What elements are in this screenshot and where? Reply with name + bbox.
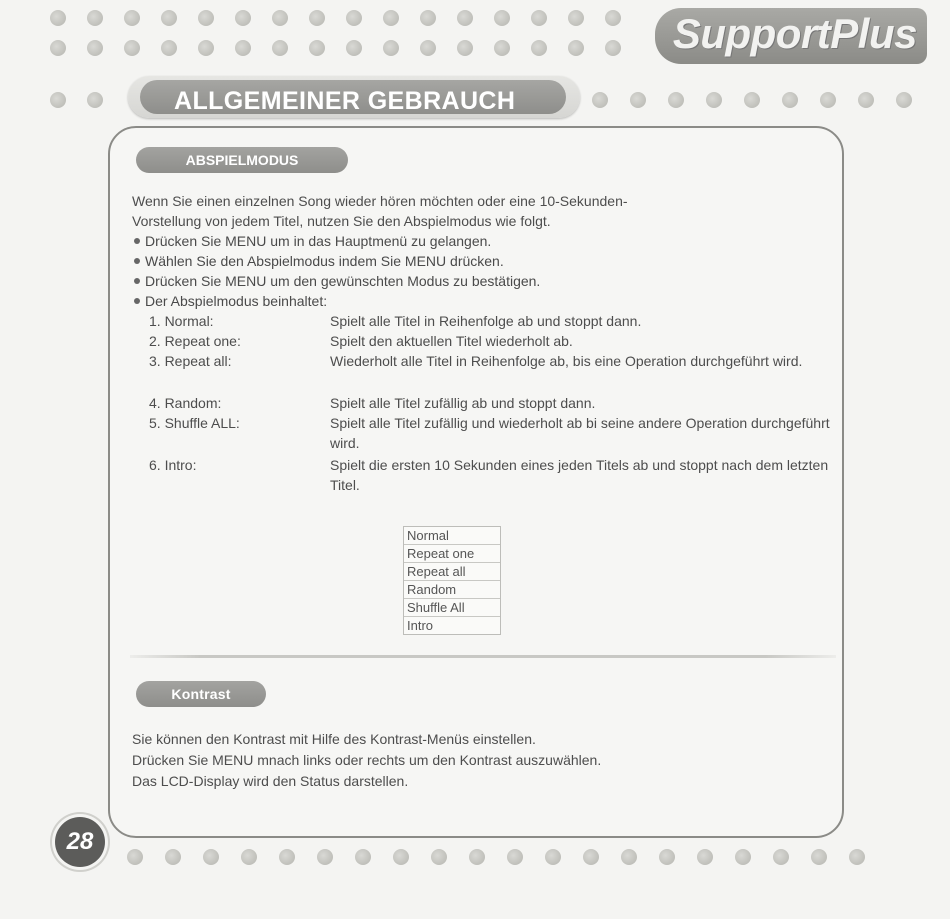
decorative-dot: [773, 849, 789, 865]
decorative-dot: [568, 40, 584, 56]
menu-item: Repeat one: [404, 545, 500, 563]
decorative-dot: [50, 10, 66, 26]
list-item: Drücken Sie MENU um den gewünschten Modus zu bestätigen.: [132, 271, 540, 291]
decorative-dot: [355, 849, 371, 865]
decorative-dot: [393, 849, 409, 865]
decorative-dot: [820, 92, 836, 108]
decorative-dot: [383, 10, 399, 26]
section-divider: [130, 655, 836, 658]
decorative-dot: [272, 40, 288, 56]
section-heading-abspielmodus: ABSPIELMODUS: [136, 147, 348, 173]
mode-name: 6. Intro:: [149, 457, 197, 473]
decorative-dot: [531, 10, 547, 26]
mode-name: 4. Random:: [149, 395, 222, 411]
decorative-dot: [568, 10, 584, 26]
decorative-dot: [87, 10, 103, 26]
mode-description: Spielt die ersten 10 Sekunden eines jeden Titels ab und stoppt nach dem letzten Titel.: [330, 457, 829, 493]
mode-description: Spielt den aktuellen Titel wiederholt ab.: [330, 333, 573, 349]
decorative-dot: [457, 10, 473, 26]
decorative-dot: [272, 10, 288, 26]
decorative-dot: [605, 10, 621, 26]
decorative-dot: [494, 10, 510, 26]
decorative-dot: [420, 10, 436, 26]
menu-item: Intro: [407, 618, 434, 633]
mode-description: Spielt alle Titel zufällig ab und stoppt dann.: [330, 395, 596, 411]
mode-name: 5. Shuffle ALL:: [149, 415, 240, 431]
decorative-dot: [165, 849, 181, 865]
mode-name: 3. Repeat all:: [149, 353, 232, 369]
menu-item: Repeat all: [404, 563, 500, 581]
decorative-dot: [317, 849, 333, 865]
list-item: Drücken Sie MENU um in das Hauptmenü zu gelangen.: [132, 231, 540, 251]
decorative-dot: [309, 10, 325, 26]
decorative-dot: [198, 10, 214, 26]
mode-description: Spielt alle Titel in Reihenfolge ab und stoppt dann.: [330, 313, 642, 329]
decorative-dot: [735, 849, 751, 865]
decorative-dot: [545, 849, 561, 865]
decorative-dot: [706, 92, 722, 108]
decorative-dot: [507, 849, 523, 865]
page-number: 28: [55, 817, 105, 867]
menu-item: Random: [404, 581, 500, 599]
section-header: [128, 76, 580, 118]
mode-description: Wiederholt alle Titel in Reihenfolge ab, bis eine Operation durchgeführt wird.: [330, 353, 803, 369]
decorative-dot: [309, 40, 325, 56]
kontrast-line-2: Drücken Sie MENU mnach links oder rechts um den Kontrast auszuwählen.: [132, 752, 602, 768]
decorative-dot: [279, 849, 295, 865]
decorative-dot: [346, 40, 362, 56]
section-heading-kontrast: Kontrast: [136, 681, 266, 707]
decorative-dot: [531, 40, 547, 56]
decorative-dot: [87, 40, 103, 56]
decorative-dot: [124, 10, 140, 26]
mode-name: 1. Normal:: [149, 313, 214, 329]
decorative-dot: [592, 92, 608, 108]
decorative-dot: [630, 92, 646, 108]
decorative-dot: [896, 92, 912, 108]
decorative-dot: [494, 40, 510, 56]
decorative-dot: [383, 40, 399, 56]
decorative-dot: [346, 10, 362, 26]
list-item: Wählen Sie den Abspielmodus indem Sie MENU drücken.: [132, 251, 540, 271]
kontrast-line-1: Sie können den Kontrast mit Hilfe des Kontrast-Menüs einstellen.: [132, 731, 536, 747]
instruction-list: [132, 231, 540, 311]
decorative-dot: [605, 40, 621, 56]
decorative-dot: [849, 849, 865, 865]
decorative-dot: [127, 849, 143, 865]
decorative-dot: [744, 92, 760, 108]
decorative-dot: [659, 849, 675, 865]
mode-name: 2. Repeat one:: [149, 333, 241, 349]
decorative-dot: [161, 40, 177, 56]
page-title: ALLGEMEINER GEBRAUCH: [174, 87, 516, 115]
list-item: Der Abspielmodus beinhaltet:: [132, 291, 540, 311]
decorative-dot: [235, 40, 251, 56]
brand-logo: [655, 8, 927, 64]
decorative-dot: [161, 10, 177, 26]
decorative-dot: [811, 849, 827, 865]
intro-line-1: Wenn Sie einen einzelnen Song wieder hören möchten oder eine 10-Sekunden-: [132, 193, 628, 209]
decorative-dot: [203, 849, 219, 865]
intro-line-2: Vorstellung von jedem Titel, nutzen Sie den Abspielmodus wie folgt.: [132, 213, 551, 229]
decorative-dot: [50, 92, 66, 108]
decorative-dot: [697, 849, 713, 865]
logo-text: SupportPlus: [672, 10, 917, 57]
decorative-dot: [858, 92, 874, 108]
decorative-dot: [457, 40, 473, 56]
decorative-dot: [431, 849, 447, 865]
decorative-dot: [87, 92, 103, 108]
kontrast-line-3: Das LCD-Display wird den Status darstellen.: [132, 773, 409, 789]
decorative-dot: [124, 40, 140, 56]
menu-item: Normal: [404, 527, 500, 545]
mode-description: Spielt alle Titel zufällig und wiederholt ab bi seine andere Operation durchgeführt wird.: [330, 415, 830, 451]
decorative-dot: [583, 849, 599, 865]
decorative-dot: [782, 92, 798, 108]
decorative-dot: [235, 10, 251, 26]
decorative-dot: [241, 849, 257, 865]
decorative-dot: [668, 92, 684, 108]
decorative-dot: [469, 849, 485, 865]
menu-item: Shuffle All: [404, 599, 500, 617]
decorative-dot: [50, 40, 66, 56]
decorative-dot: [621, 849, 637, 865]
play-mode-menu-illustration: [403, 526, 501, 635]
section-header-bar: [140, 80, 566, 114]
decorative-dot: [420, 40, 436, 56]
decorative-dot: [198, 40, 214, 56]
